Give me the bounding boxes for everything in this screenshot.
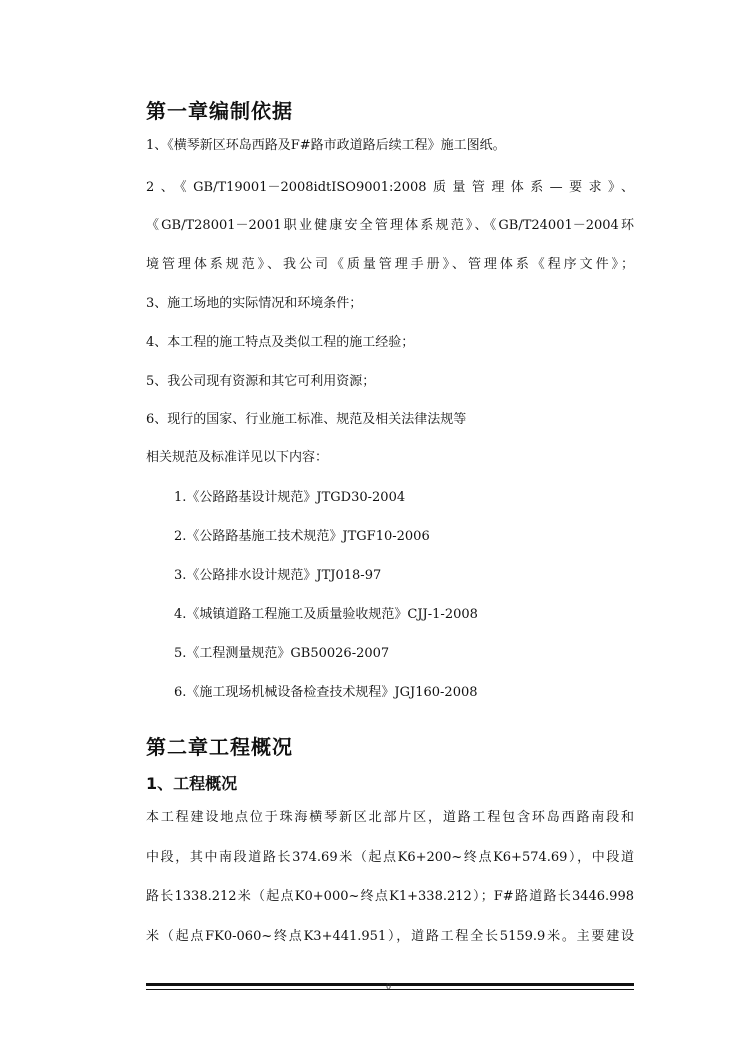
standard-item: 6.《施工现场机械设备检查技术规程》JGJ160-2008 [174, 685, 478, 700]
standard-item: 2.《公路路基施工技术规范》JTGF10-2006 [174, 529, 430, 544]
overview-paragraph-line: 米（起点FK0-060~终点K3+441.951），道路工程全长5159.9米。主要建设 [146, 929, 634, 944]
chapter-2-title: 第二章工程概况 [146, 735, 293, 759]
standard-item: 4.《城镇道路工程施工及质量验收规范》CJJ-1-2008 [174, 607, 478, 622]
basis-item-2-line-3: 境管理体系规范》、我公司《质量管理手册》、管理体系《程序文件》； [146, 257, 634, 272]
basis-item-2-line-1: 2、《GB/T19001－2008idtISO9001:2008质量管理体系—要求》、 [146, 180, 634, 195]
page-number: 0 [386, 982, 392, 991]
chapter-1-title: 第一章编制依据 [146, 99, 293, 123]
basis-item-1: 1、《横琴新区环岛西路及F#路市政道路后续工程》施工图纸。 [146, 138, 506, 153]
overview-paragraph-line: 中段，其中南段道路长374.69米（起点K6+200~终点K6+574.69），中段道 [146, 850, 634, 865]
standards-intro: 相关规范及标准详见以下内容： [146, 450, 329, 465]
standard-item: 3.《公路排水设计规范》JTJ018-97 [174, 568, 382, 583]
basis-item-6: 6、现行的国家、行业施工标准、规范及相关法律法规等 [146, 412, 467, 427]
basis-item-3: 3、施工场地的实际情况和环境条件； [146, 296, 363, 311]
standard-item: 5.《工程测量规范》GB50026-2007 [174, 646, 390, 661]
section-1-title: 1、工程概况 [146, 774, 238, 793]
overview-paragraph-line: 路长1338.212米（起点K0+000~终点K1+338.212）；F#路道路长3446.998 [146, 889, 634, 904]
standard-item: 1.《公路路基设计规范》JTGD30-2004 [174, 490, 406, 505]
basis-item-5: 5、我公司现有资源和其它可利用资源； [146, 374, 376, 389]
basis-item-4: 4、本工程的施工特点及类似工程的施工经验； [146, 335, 415, 350]
overview-paragraph-line: 本工程建设地点位于珠海横琴新区北部片区，道路工程包含环岛西路南段和 [146, 810, 634, 825]
basis-item-2-line-2: 《GB/T28001－2001职业健康安全管理体系规范》、《GB/T24001－2004环 [146, 218, 634, 233]
